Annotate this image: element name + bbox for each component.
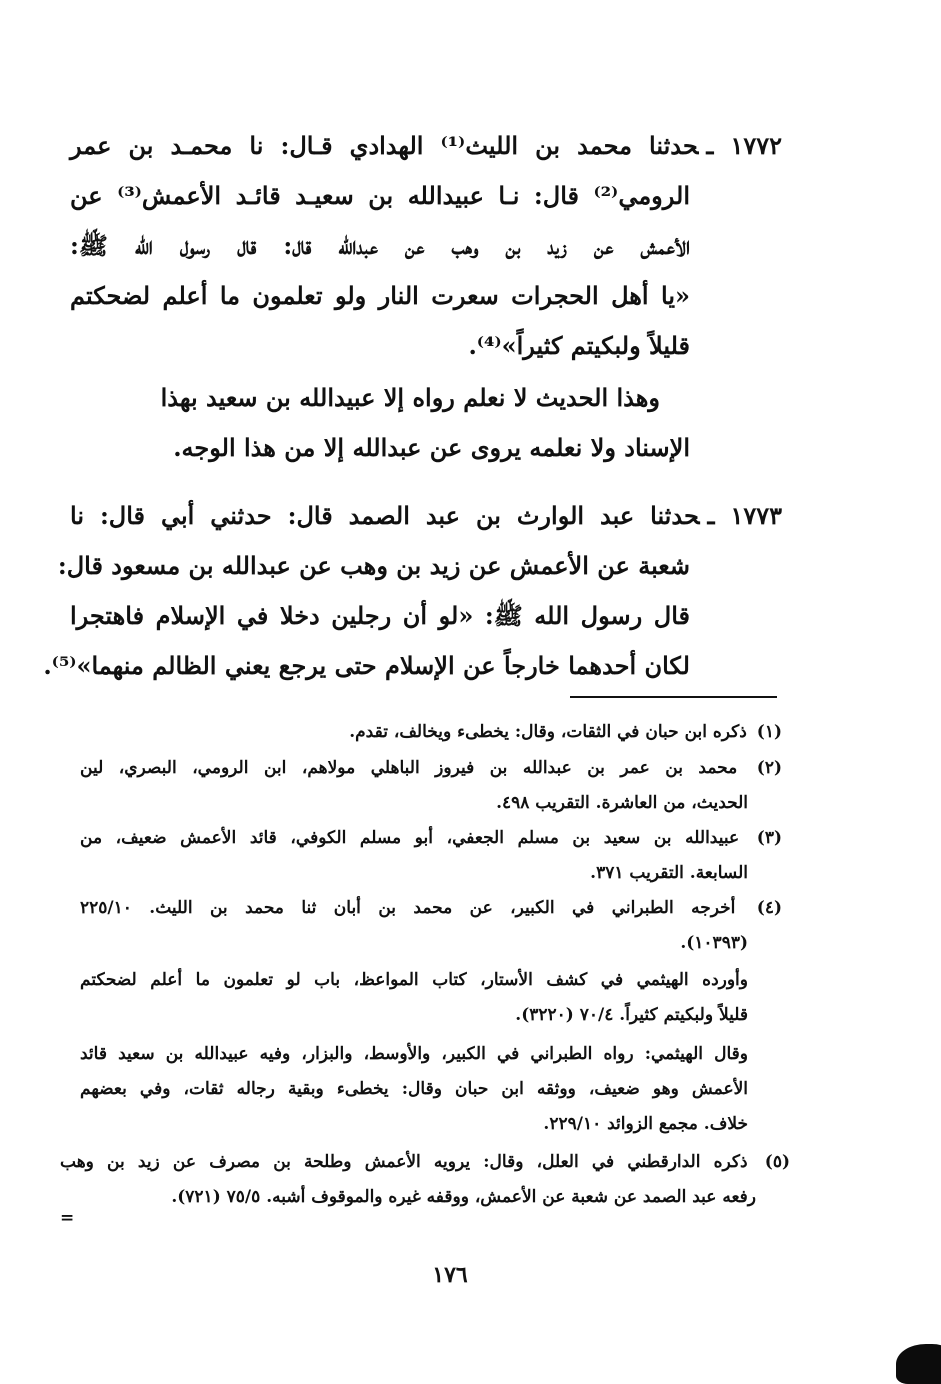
footnote-line: (٣) عبيدالله بن سعيد بن مسلم الجعفي، أبو مسلم الكوفي، قائد الأعمش ضعيف، من <box>80 828 782 848</box>
footnote-line: الحديث، من العاشرة. التقريب ٤٩٨. <box>496 793 748 813</box>
hadith-1772 <box>70 128 782 378</box>
footnote-line: (٥) ذكره الدارقطني في العلل، وقال: يرويه الأعمش وطلحة بن مصرف عن زيد بن وهب <box>60 1152 791 1172</box>
footnote-4 <box>80 894 782 964</box>
footnote-line: رفعه عبد الصمد عن شعبة عن الأعمش، ووقفه غيره والموقوف أشبه. ٧٥/٥ (٧٢١). <box>171 1187 756 1207</box>
hadith-line: لكان أحدهما خارجاً عن الإسلام حتى يرجع يعني الظالم منهما»⁽⁵⁾. <box>43 651 690 680</box>
hadith-line: ١٧٧٢ ـحدثنا محمد بن الليث⁽¹⁾ الهدادي قـال: نا محمـد بن عمر <box>70 131 783 160</box>
footnote-number: (٢) <box>756 758 782 778</box>
hadith-line: الرومي⁽²⁾ قال: نـا عبيدالله بن سعيـد قائـد الأعمش⁽³⁾ عن <box>70 181 690 210</box>
hadith-1773 <box>43 498 782 698</box>
scan-ink-smudge <box>896 1344 941 1384</box>
commentary-paragraph <box>70 380 690 480</box>
hadith-line: ١٧٧٣ ـحدثنا عبد الوارث بن عبد الصمد قال: حدثني أبي قال: نا <box>70 501 782 530</box>
footnote-line: وقال الهيثمي: رواه الطبراني في الكبير، والأوسط، والبزار، وفيه عبيدالله بن سعيد قائد <box>80 1044 748 1064</box>
footnote-separator <box>570 696 777 698</box>
footnote-4-continued <box>80 966 748 1036</box>
commentary-line: الإسناد ولا نعلمه يروى عن عبدالله إلا من هذا الوجه. <box>173 433 690 462</box>
footnote-number: (١) <box>756 722 782 742</box>
footnote-line: السابعة. التقريب ٣٧١. <box>590 863 748 883</box>
hadith-line: «يا أهل الحجرات سعرت النار ولو تعلمون ما أعلم لضحكتم <box>70 281 690 310</box>
footnote-line: (١٠٣٩٣). <box>680 933 748 953</box>
footnote-line: (٢) محمد بن عمر بن عبدالله بن فيروز الباهلي مولاهم، ابن الرومي، البصري، لين <box>80 758 782 778</box>
footnote-4-haythami <box>80 1040 748 1145</box>
footnote-2 <box>80 754 782 824</box>
footnote-3 <box>80 824 782 894</box>
footnote-number: (٣) <box>756 828 782 848</box>
footnote-line: وأورده الهيثمي في كشف الأستار، كتاب المواعظ، باب لو تعلمون ما أعلم لضحكتم <box>80 970 748 990</box>
hadith-number: ١٧٧٣ ـ <box>707 501 782 530</box>
footnote-line: خلاف. مجمع الزوائد ٢٢٩/١٠. <box>543 1114 748 1134</box>
footnote-line: (١) ذكره ابن حبان في الثقات، وقال: يخطىء ويخالف، تقدم. <box>349 722 782 742</box>
footnote-number: (٥) <box>764 1152 791 1172</box>
footnote-1 <box>80 718 782 753</box>
footnote-5 <box>60 1148 790 1218</box>
footnote-number: (٤) <box>756 898 782 918</box>
page-number: ١٧٦ <box>432 1262 468 1288</box>
continuation-mark: = <box>60 1208 75 1228</box>
footnote-line: قليلاً ولبكيتم كثيراً. ٧٠/٤ (٣٢٢٠). <box>515 1005 748 1025</box>
footnote-line: الأعمش وهو ضعيف، ووثقه ابن حبان وقال: يخطىء وبقية رجاله ثقات، وفي بعضهم <box>80 1079 748 1099</box>
commentary-line: وهذا الحديث لا نعلم رواه إلا عبيدالله بن سعيد بهذا <box>160 383 660 412</box>
hadith-line: شعبة عن الأعمش عن زيد بن وهب عن عبدالله بن مسعود قال: <box>57 551 690 580</box>
hadith-line: قليلاً ولبكيتم كثيراً»⁽⁴⁾. <box>468 331 690 360</box>
hadith-number: ١٧٧٢ ـ <box>706 131 783 160</box>
hadith-line: قال رسول الله ﷺ: «لو أن رجلين دخلا في الإسلام فاهتجرا <box>70 601 690 630</box>
hadith-line: الأعمش عن زيد بن وهب عن عبدالله قال: قال رسول الله ﷺ: <box>70 231 690 260</box>
footnote-line: (٤) أخرجه الطبراني في الكبير، عن محمد بن أبان ثنا محمد بن الليث. ٢٢٥/١٠ <box>80 898 782 918</box>
